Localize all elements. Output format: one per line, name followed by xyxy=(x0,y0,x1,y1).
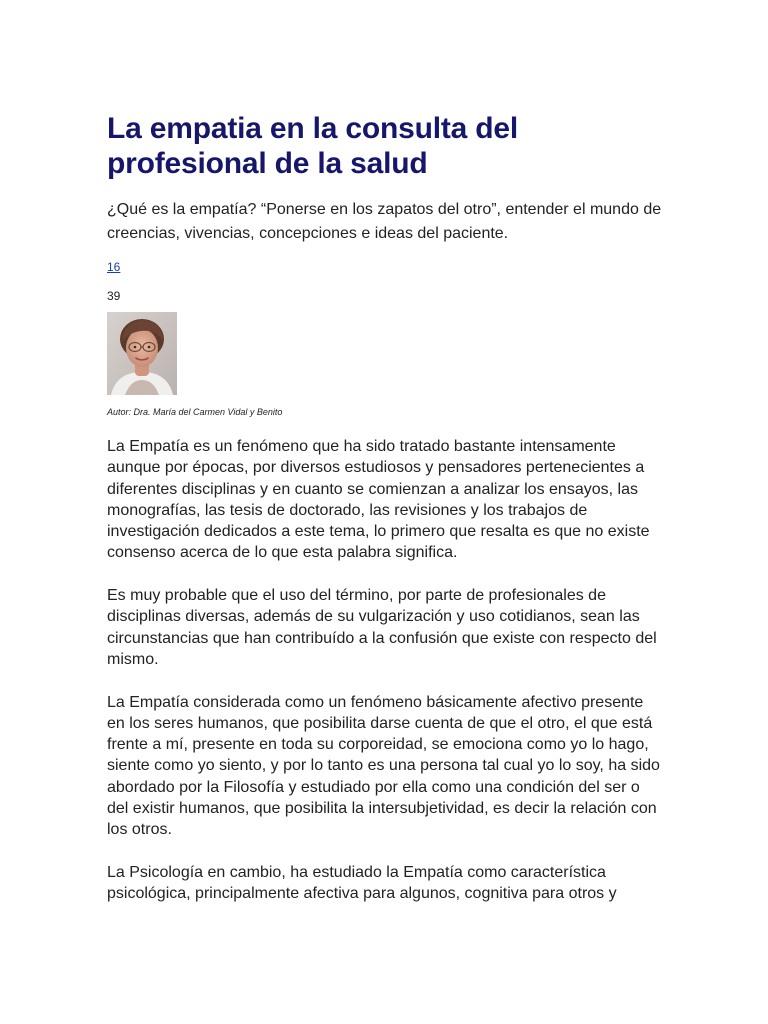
body-paragraph: Es muy probable que el uso del término, por parte de profesionales de disciplinas diversas, además de su vulgarización y uso cotidianos, sean las circunstancias que han contribuído a la confusión que existe con respecto del mismo. xyxy=(107,587,657,668)
count-link[interactable]: 16 xyxy=(107,260,121,274)
body-paragraph: La Empatía considerada como un fenómeno básicamente afectivo presente en los seres humanos, que posibilita darse cuenta de que el otro, el que está frente a mí, presente en toda su corporeidad, se emociona como yo lo hago, siente como yo siento, y por lo tanto es una persona tal cual yo lo soy, ha sido abordado por la Filosofía y estudiado por ella como una condición del ser o del existir humanos, que posibilita la intersubjetividad, es decir la relación con los otros. xyxy=(107,693,660,839)
body-paragraph: La Empatía es un fenómeno que ha sido tratado bastante intensamente aunque por épocas, por diversos estudiosos y pensadores pertenecientes a diferentes disciplinas y en cuanto se comienzan a analizar los ensayos, las monografías, las tesis de doctorado, las revisiones y los trabajos de investigación dedicados a este tema, lo primero que resalta es que no existe consenso acerca de lo que esta palabra significa. xyxy=(107,438,650,562)
article-lead: ¿Qué es la empatía? “Ponerse en los zapatos del otro”, entender el mundo de creencias, vivencias, concepciones e ideas del paciente. xyxy=(107,201,662,242)
article-title: La empatia en la consulta del profesional de la salud xyxy=(107,112,518,180)
count-value: 39 xyxy=(107,289,121,303)
article xyxy=(107,111,662,926)
article-body xyxy=(107,436,662,905)
body-paragraph: La Psicología en cambio, ha estudiado la Empatía como característica psicológica, principalmente afectiva para algunos, cognitiva para otros y xyxy=(107,863,617,903)
author-photo xyxy=(107,312,177,395)
author-caption: Autor: Dra. María del Carmen Vidal y Benito xyxy=(107,407,283,417)
